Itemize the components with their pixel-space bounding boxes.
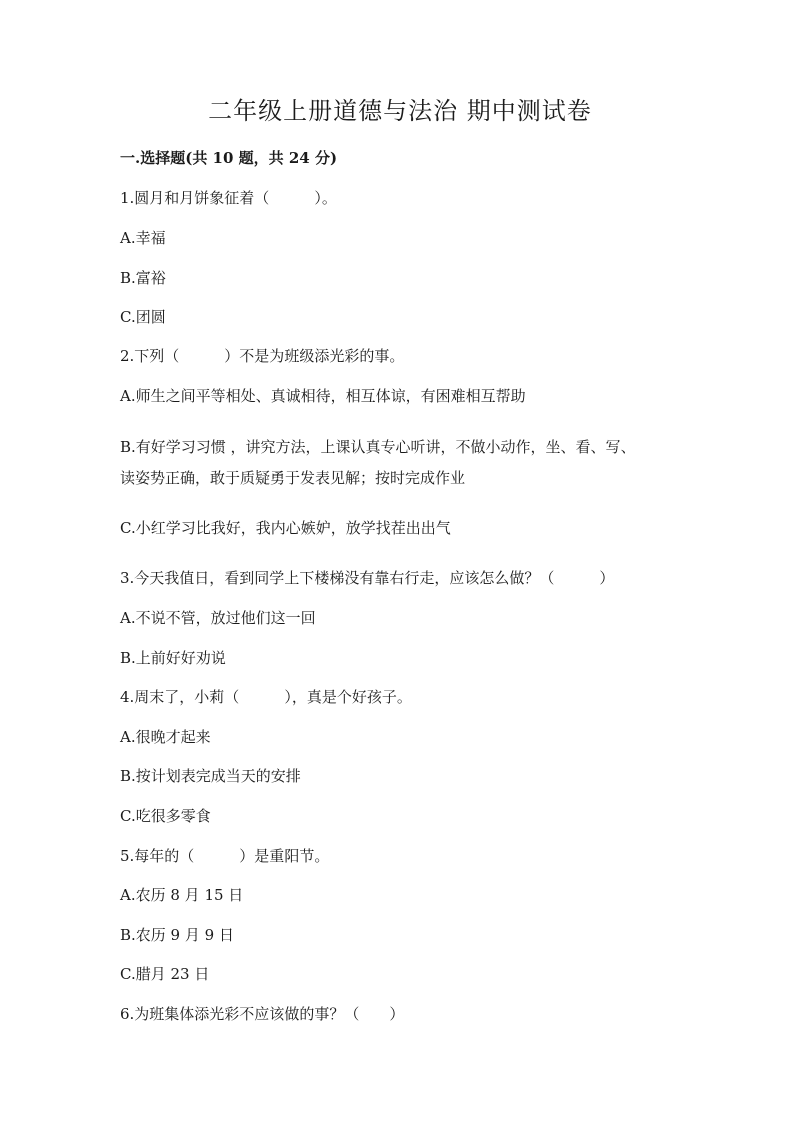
- question-4-option-a: A.很晚才起来: [120, 728, 211, 746]
- page-title: 二年级上册道德与法治 期中测试卷: [208, 97, 592, 125]
- question-6-stem: 6.为班集体添光彩不应该做的事？（ ）: [120, 1005, 405, 1023]
- question-5-stem: 5.每年的（ ）是重阳节。: [120, 847, 330, 865]
- question-5-option-c: C.腊月 23 日: [120, 965, 210, 983]
- question-1-option-a: A.幸福: [120, 229, 166, 247]
- question-1-stem: 1.圆月和月饼象征着（ ）。: [120, 189, 337, 207]
- question-1-option-c: C.团圆: [120, 308, 166, 326]
- question-5-option-b: B.农历 9 月 9 日: [120, 926, 234, 944]
- question-5-option-a: A.农历 8 月 15 日: [120, 886, 244, 904]
- question-2-option-b-continued: 读姿势正确，敢于质疑勇于发表见解；按时完成作业: [120, 469, 466, 487]
- question-3-option-a: A.不说不管，放过他们这一回: [120, 609, 316, 627]
- question-2-option-b: B.有好学习习惯 ，讲究方法，上课认真专心听讲，不做小动作，坐、看、写、: [120, 438, 636, 456]
- question-3-option-b: B.上前好好劝说: [120, 649, 226, 667]
- question-4-option-b: B.按计划表完成当天的安排: [120, 767, 301, 785]
- question-2-option-a: A.师生之间平等相处、真诚相待，相互体谅，有困难相互帮助: [120, 387, 526, 405]
- question-3-stem: 3.今天我值日，看到同学上下楼梯没有靠右行走，应该怎么做？（ ）: [120, 569, 615, 587]
- question-2-stem: 2.下列（ ）不是为班级添光彩的事。: [120, 347, 405, 365]
- question-4-option-c: C.吃很多零食: [120, 807, 211, 825]
- section-heading: 一.选择题(共 10 题，共 24 分): [120, 149, 338, 167]
- question-4-stem: 4.周末了，小莉（ ），真是个好孩子。: [120, 688, 412, 706]
- question-1-option-b: B.富裕: [120, 269, 166, 287]
- question-2-option-c: C.小红学习比我好，我内心嫉妒，放学找茬出出气: [120, 519, 451, 537]
